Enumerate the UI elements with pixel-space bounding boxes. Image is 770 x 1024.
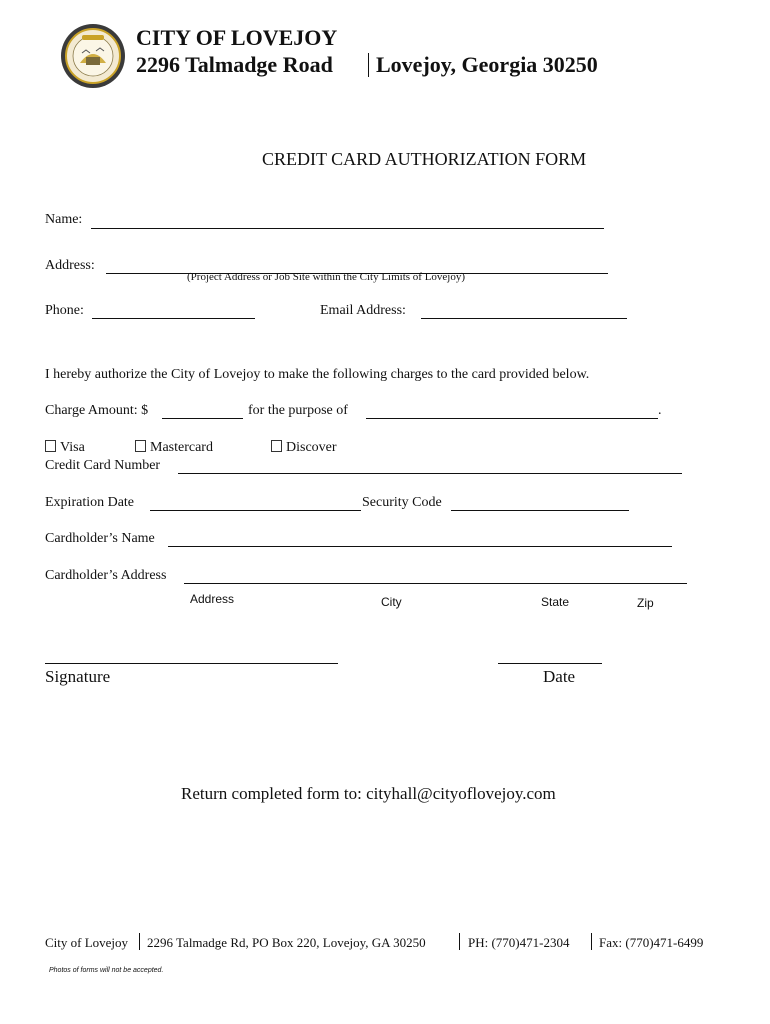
purpose-field[interactable] xyxy=(366,418,658,419)
security-code-field[interactable] xyxy=(451,510,629,511)
expiration-label: Expiration Date xyxy=(45,495,135,510)
footer-divider-3 xyxy=(591,933,592,950)
form-title: CREDIT CARD AUTHORIZATION FORM xyxy=(262,149,587,169)
address-hint: (Project Address or Job Site within the City Limits of Lovejoy) xyxy=(187,271,466,283)
date-label: Date xyxy=(543,667,576,686)
sublabel-city: City xyxy=(381,595,402,609)
cardholder-name-field[interactable] xyxy=(168,546,672,547)
footer-note: Photos of forms will not be accepted. xyxy=(49,967,164,974)
footer-divider-1 xyxy=(139,933,140,950)
email-label: Email Address: xyxy=(320,303,406,318)
purpose-label: for the purpose of xyxy=(248,403,348,418)
visa-option[interactable]: Visa xyxy=(45,440,85,456)
sublabel-address: Address xyxy=(190,592,235,606)
authorize-text: I hereby authorize the City of Lovejoy to make the following charges to the card provided below. xyxy=(45,367,590,382)
header-address: 2296 Talmadge Road xyxy=(136,52,333,77)
signature-label: Signature xyxy=(45,667,111,686)
footer-fax: Fax: (770)471-6499 xyxy=(599,935,704,950)
mastercard-option[interactable]: Mastercard xyxy=(135,440,213,456)
footer-divider-2 xyxy=(459,933,460,950)
header-city-state: Lovejoy, Georgia 30250 xyxy=(376,52,598,77)
card-number-field[interactable] xyxy=(178,473,682,474)
sublabel-zip: Zip xyxy=(637,596,654,610)
city-seal-logo xyxy=(60,23,126,89)
cardholder-address-label: Cardholder’s Address xyxy=(45,568,167,583)
name-field[interactable] xyxy=(91,228,604,229)
date-field[interactable] xyxy=(498,663,602,664)
card-number-label: Credit Card Number xyxy=(45,458,161,473)
footer-phone: PH: (770)471-2304 xyxy=(468,935,570,950)
signature-field[interactable] xyxy=(45,663,338,664)
return-instructions: Return completed form to: cityhall@cityoflovejoy.com xyxy=(181,784,556,803)
footer-address: 2296 Talmadge Rd, PO Box 220, Lovejoy, GA 30250 xyxy=(147,935,426,950)
purpose-end: . xyxy=(658,403,662,418)
city-name: CITY OF LOVEJOY xyxy=(136,25,338,50)
name-label: Name: xyxy=(45,212,83,227)
sublabel-state: State xyxy=(541,595,570,609)
charge-amount-label: Charge Amount: $ xyxy=(45,403,149,418)
cardholder-name-label: Cardholder’s Name xyxy=(45,531,155,546)
security-code-label: Security Code xyxy=(362,495,442,510)
cardholder-address-field[interactable] xyxy=(184,583,687,584)
visa-checkbox[interactable] xyxy=(45,440,56,452)
address-label: Address: xyxy=(45,258,95,273)
discover-option[interactable]: Discover xyxy=(271,440,337,456)
phone-label: Phone: xyxy=(45,303,84,318)
discover-checkbox[interactable] xyxy=(271,440,282,452)
expiration-field[interactable] xyxy=(150,510,361,511)
mastercard-checkbox[interactable] xyxy=(135,440,146,452)
charge-amount-field[interactable] xyxy=(162,418,243,419)
header-divider xyxy=(368,53,369,77)
phone-field[interactable] xyxy=(92,318,255,319)
footer-city: City of Lovejoy xyxy=(45,935,129,950)
email-field[interactable] xyxy=(421,318,627,319)
